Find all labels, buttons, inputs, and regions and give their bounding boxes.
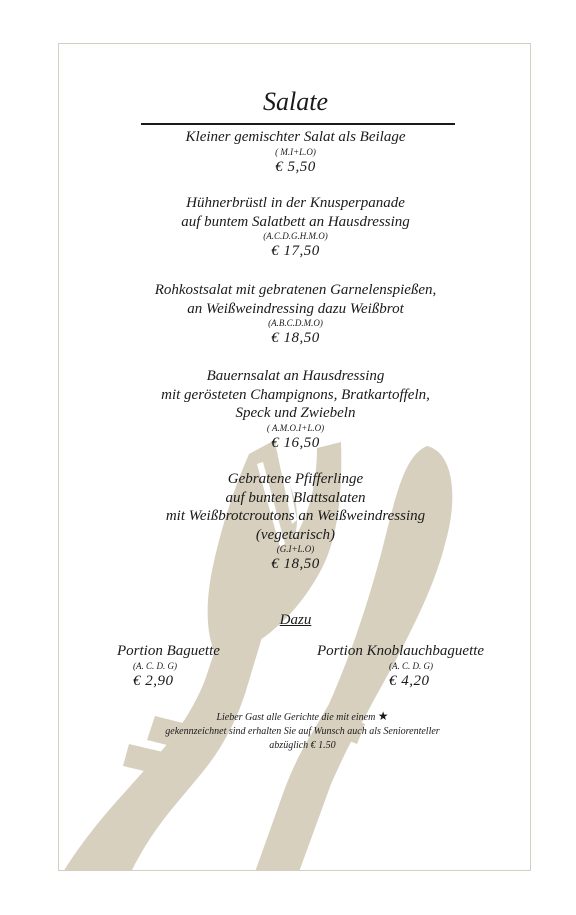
section-heading-dazu: Dazu	[279, 612, 312, 628]
dish-name: Bauernsalat an Hausdressing	[206, 368, 385, 384]
note-text: gekennzeichnet sind erhalten Sie auf Wunsch auch als Seniorenteller	[165, 726, 440, 737]
title-divider	[141, 123, 455, 125]
dish-name: mit gerösteten Champignons, Bratkartoffeln,	[161, 386, 430, 403]
dish-name: an Weißweindressing dazu Weißbrot	[187, 300, 404, 317]
dish-name: auf bunten Blattsalaten	[225, 489, 366, 506]
dish-price: € 5,50	[275, 158, 316, 175]
side-item	[317, 642, 484, 690]
dish-item	[59, 128, 531, 176]
dish-item	[59, 281, 531, 347]
dish-item	[59, 194, 531, 260]
senior-plate-note	[59, 709, 531, 753]
dish-item	[59, 367, 531, 452]
dish-name: (vegetarisch)	[255, 526, 336, 543]
dish-name: Rohkostsalat mit gebratenen Garnelenspießen,	[154, 282, 437, 298]
menu-page	[58, 43, 531, 871]
note-text: abzüglich € 1.50	[269, 740, 336, 751]
note-text: Lieber Gast alle Gerichte die mit einem	[216, 712, 376, 723]
dish-price: € 18,50	[271, 330, 320, 346]
side-allergens: (A. C. D. G)	[389, 660, 433, 671]
dish-price: € 16,50	[271, 434, 320, 451]
dish-name: Gebratene Pfifferlinge	[227, 471, 364, 487]
dish-allergens: ( M.I+L.O)	[275, 146, 316, 157]
dish-price: € 18,50	[271, 556, 320, 572]
side-price: € 4,20	[389, 672, 430, 689]
dish-name: mit Weißbrotcroutons an Weißweindressing	[165, 508, 426, 524]
dish-allergens: (A.B.C.D.M.O)	[268, 318, 323, 328]
side-price: € 2,90	[133, 672, 174, 689]
dish-allergens: (A.C.D.G.H.M.O)	[263, 231, 328, 241]
dish-item	[59, 470, 531, 573]
dish-name: Hühnerbrüstl in der Knusperpanade	[186, 195, 405, 211]
dish-name: Speck und Zwiebeln	[235, 405, 356, 421]
star-icon: ★	[377, 709, 389, 723]
dish-name: Kleiner gemischter Salat als Beilage	[185, 129, 406, 145]
dish-name: auf buntem Salatbett an Hausdressing	[181, 213, 410, 230]
menu-content	[59, 44, 531, 871]
page-title: Salate	[263, 87, 328, 116]
side-allergens: (A. C. D. G)	[133, 660, 177, 671]
side-name: Portion Baguette	[117, 643, 220, 659]
dish-allergens: (G.I+L.O)	[276, 544, 315, 554]
side-item	[117, 642, 220, 690]
dish-price: € 17,50	[271, 243, 320, 259]
dish-allergens: ( A.M.O.I+L.O)	[266, 422, 325, 433]
side-name: Portion Knoblauchbaguette	[317, 643, 485, 659]
